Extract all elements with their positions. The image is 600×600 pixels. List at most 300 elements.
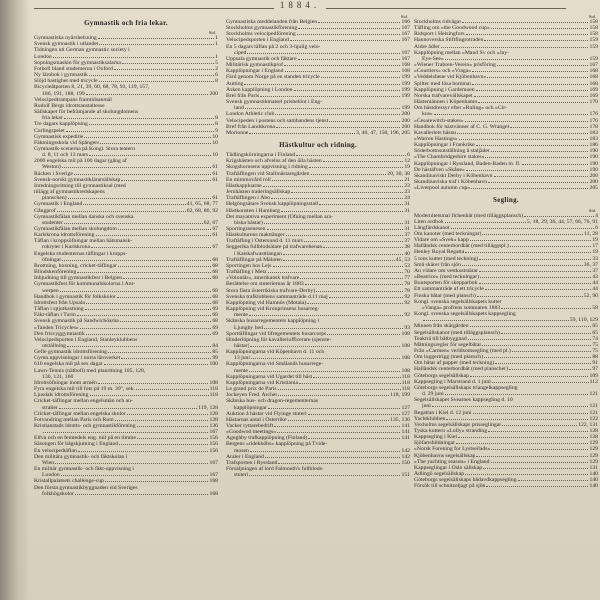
entry-page-number: 167 bbox=[401, 31, 410, 38]
dot-leader bbox=[482, 234, 583, 235]
dot-leader bbox=[323, 161, 404, 162]
dot-leader bbox=[329, 121, 400, 122]
entry-page-number: 11, 28 bbox=[583, 231, 598, 237]
entry-page-number: 205 bbox=[589, 185, 598, 192]
dot-leader bbox=[283, 254, 403, 255]
entry-page-number: 84 bbox=[212, 342, 218, 349]
entry-title: Kapplöpningar i England bbox=[226, 68, 284, 75]
entry-title: Kristallpalatsets challenge-cup bbox=[34, 478, 104, 485]
dot-leader bbox=[288, 420, 390, 421]
entry-page-number: 10 bbox=[212, 152, 218, 159]
entry-page-number: 131 bbox=[589, 464, 598, 471]
entry-page-number: 121 bbox=[589, 391, 598, 398]
entry-page-number: 178 bbox=[589, 123, 598, 130]
entry-title: folkhögskolor bbox=[42, 490, 74, 497]
entry-title: En militär gymnastik- och fäkt-uppvisning i bbox=[34, 466, 134, 473]
dot-leader bbox=[488, 431, 588, 432]
dot-leader bbox=[43, 432, 208, 433]
dot-leader bbox=[268, 272, 404, 273]
entry-title: Kapplöpningarna vid Köpenhavn d. 11 och bbox=[226, 349, 325, 356]
entry-page-number: 190 bbox=[589, 166, 598, 173]
entry-page-number: 10 bbox=[212, 139, 218, 146]
entry-page-number: 108 bbox=[401, 330, 410, 337]
entry-page-number: 61 bbox=[212, 170, 218, 177]
entry-title: Curlingspelet bbox=[34, 127, 65, 134]
entry-title: »Vanga» profrens sommaren 1883 bbox=[422, 304, 501, 311]
entry-title: Rudolf Bergs idrottsanstaltesse bbox=[34, 102, 105, 109]
entry-title: Hallåndsk centerbordbät (med tilläggspl.) bbox=[414, 243, 509, 250]
entry-title: Räcken i Sverige bbox=[34, 170, 73, 177]
dot-leader bbox=[473, 413, 589, 414]
dot-leader bbox=[485, 289, 592, 290]
entry-title: Kavalleriets hästar bbox=[414, 129, 457, 136]
entry-page-number: 199 bbox=[401, 86, 410, 93]
entry-page-number: 199 bbox=[401, 74, 410, 81]
entry-title: Svensk-norskt gymnastiklärarsällskap bbox=[34, 176, 121, 183]
entry-title: Fäktningsskola vid Spångers bbox=[34, 139, 100, 146]
dot-leader bbox=[53, 57, 214, 58]
entry-title: Wien bbox=[42, 459, 55, 466]
entry-title: stralier bbox=[42, 404, 58, 411]
entry-title: 13 juni bbox=[234, 355, 250, 362]
entry-page-number: 183 bbox=[589, 135, 598, 142]
dot-leader bbox=[471, 188, 588, 189]
entry-title: 130, 131, 160 bbox=[42, 373, 74, 380]
entry-page-number: 150 bbox=[401, 459, 410, 466]
dot-leader bbox=[308, 438, 400, 439]
dot-leader bbox=[100, 143, 211, 144]
page-column-label: Sid. bbox=[400, 14, 408, 19]
dot-leader bbox=[299, 383, 401, 384]
dot-leader bbox=[62, 167, 212, 168]
entry-title: d. 29 juni bbox=[422, 391, 444, 398]
dot-leader bbox=[483, 468, 588, 469]
entry-title: Göteborgs segelsällskaps bådavdkappsegling bbox=[414, 477, 517, 484]
dot-leader bbox=[123, 278, 211, 279]
dot-leader bbox=[512, 351, 591, 352]
entry-title: Kongl. svenska segelsällskapets kutter bbox=[414, 298, 502, 305]
entry-title: Norska trafvarevällskapet bbox=[414, 92, 473, 99]
entry-title: Brel från Paris bbox=[226, 92, 260, 99]
entry-title: Göteborgs segelsällskap bbox=[414, 372, 470, 379]
entry-page-number: 6 bbox=[595, 224, 598, 231]
entry-title: Hästemännen i Köpenhamn bbox=[414, 99, 478, 106]
entry-title: Sopningsmaskin för gymnastiksalarna bbox=[34, 59, 121, 66]
dot-leader bbox=[319, 204, 403, 205]
dot-leader bbox=[465, 474, 588, 475]
entry-title: studenter bbox=[42, 219, 63, 226]
dot-leader bbox=[245, 108, 401, 109]
entry-page-number: 78 bbox=[404, 281, 410, 288]
dot-leader bbox=[105, 481, 209, 482]
entry-page-number: 118 bbox=[209, 392, 218, 399]
dot-leader bbox=[480, 277, 591, 278]
dot-leader bbox=[114, 69, 214, 70]
entry-title: Spilter med lösa bommar bbox=[414, 80, 472, 87]
entry-page-number: 200 bbox=[589, 179, 598, 186]
entry-page-number: 99 bbox=[212, 355, 218, 362]
section-heading: Segling. bbox=[493, 196, 519, 205]
dot-leader bbox=[118, 266, 212, 267]
entry-page-number: 170 bbox=[589, 99, 598, 106]
entry-title: Bergens »ridekhöbs» kapplöpning på Tvide- bbox=[226, 441, 328, 448]
dot-leader bbox=[86, 334, 212, 335]
dot-leader bbox=[285, 71, 401, 72]
entry-page-number: 100 bbox=[209, 361, 218, 368]
dot-leader bbox=[296, 155, 406, 156]
entry-page-number: 129 bbox=[589, 446, 598, 453]
entry-title: Gymnastikfälan mellan skolungdom bbox=[34, 226, 117, 232]
entry-list bbox=[226, 19, 410, 136]
entry-title: Skånska husarregementets kapplöpning i bbox=[226, 318, 320, 325]
entry-page-number: 6 bbox=[407, 152, 410, 159]
dot-leader bbox=[495, 363, 591, 364]
entry-title: Gymnastik i England bbox=[34, 201, 83, 208]
entry-page-number: 68 bbox=[212, 275, 218, 282]
entry-title: Regattan i Kiel d. 12 juni bbox=[414, 409, 472, 416]
entry-page-number: 159 bbox=[589, 55, 598, 62]
entry-title: En 5 dagars täflan på 2 och 3-hjulig velo- bbox=[226, 43, 321, 50]
dot-leader bbox=[492, 382, 589, 383]
entry-page-number: 41, 65, 68, 77 bbox=[186, 201, 218, 208]
entry-page-number: 140 bbox=[589, 477, 598, 484]
entry-page-number: 9 bbox=[215, 127, 218, 134]
entry-page-number: 168 bbox=[401, 68, 410, 75]
entry-title: »The Chambridgeshire stakes» bbox=[414, 154, 485, 161]
entry-title: rokryter i Karlskrona bbox=[42, 244, 91, 251]
dot-leader bbox=[484, 357, 591, 358]
entry-title: Kristianstads idrotts- och gymnastikförening bbox=[34, 423, 136, 429]
dot-leader bbox=[271, 198, 403, 199]
column-left bbox=[34, 14, 218, 497]
entry-page-number: 74 bbox=[592, 335, 598, 342]
entry-title: öfningar bbox=[42, 256, 62, 263]
entry-title: Kapplöpningarna vid Smålands husarrege- bbox=[226, 361, 324, 368]
entry-title: Weston) bbox=[42, 164, 61, 171]
dot-leader bbox=[311, 174, 387, 175]
entry-title: En velocipedtäflan bbox=[34, 447, 77, 454]
dot-leader bbox=[60, 291, 212, 292]
dot-leader bbox=[250, 346, 400, 347]
entry-page-number: 128 bbox=[209, 416, 218, 423]
entry-page-number: 118, 199 bbox=[390, 392, 410, 399]
dot-leader bbox=[491, 28, 589, 29]
entry-title: Teakträ till båtbyggnad bbox=[414, 335, 467, 342]
entry-title: Vidare om »Svek» kapp bbox=[414, 237, 469, 244]
entry-title: Gymnastikfest för kommunalskolorna i Ant- bbox=[34, 281, 136, 288]
entry-title: Segelsällskanot (med tilläggsplansch) bbox=[414, 329, 500, 336]
entry-title: Ageghby trafkapplöpning (Finland) bbox=[226, 435, 308, 442]
dot-leader bbox=[62, 260, 211, 261]
entry-page-number: 159 bbox=[589, 37, 598, 44]
entry-page-number: 168 bbox=[401, 62, 410, 69]
dot-leader bbox=[250, 451, 401, 452]
entry-page-number: 156 bbox=[209, 447, 218, 454]
entry-list bbox=[226, 152, 410, 478]
dot-leader bbox=[104, 364, 209, 365]
entry-page-number: 200 bbox=[589, 172, 598, 179]
entry-page-number: 68 bbox=[212, 262, 218, 269]
dot-leader bbox=[86, 94, 209, 95]
entry-page-number: 67 bbox=[212, 226, 218, 232]
entry-page-number: 122 bbox=[589, 415, 598, 422]
entry-page-number: 168 bbox=[589, 68, 598, 75]
dot-leader bbox=[276, 127, 401, 128]
entry-title: Uppsala gymnastik och fäktare bbox=[226, 55, 297, 62]
entry-page-number: 68 bbox=[212, 287, 218, 294]
entry-title: Karlskrona idrottsförening bbox=[34, 232, 95, 239]
dot-leader bbox=[260, 96, 400, 97]
entry-page-number: 44 bbox=[592, 286, 598, 293]
dot-leader bbox=[264, 223, 403, 224]
dot-leader bbox=[488, 182, 588, 183]
entry-title: Segelsällskapet Svearnes kappsegling d. 10 bbox=[414, 397, 513, 404]
dot-leader bbox=[84, 137, 211, 138]
entry-page-number: 61 bbox=[212, 176, 218, 183]
entry-page-number: 65 bbox=[592, 329, 598, 336]
dot-leader bbox=[476, 456, 588, 457]
dot-leader bbox=[64, 223, 203, 224]
entry-title: Täflan i kroppsöfningar mellan hätsmansk- bbox=[34, 238, 133, 245]
entry-title: kus» bbox=[422, 111, 433, 118]
entry-page-number: 77 bbox=[404, 275, 410, 282]
entry-page-number: 68 bbox=[212, 269, 218, 276]
entry-page-number: 199 bbox=[401, 80, 410, 87]
entry-page-number: 59, 110, 129 bbox=[569, 317, 598, 324]
dot-leader bbox=[272, 180, 403, 181]
dot-leader bbox=[249, 475, 400, 476]
entry-page-number: 190 bbox=[589, 148, 598, 155]
entry-title: Sportingen hos Lejs bbox=[226, 262, 272, 269]
entry-title: »The yachting season» i England bbox=[414, 458, 490, 465]
entry-page-number: 127 bbox=[401, 404, 410, 411]
entry-title: Velocipedtrampans framtidsanmäl bbox=[34, 96, 112, 103]
entry-page-number: 200 bbox=[209, 90, 218, 97]
dot-leader bbox=[321, 77, 401, 78]
entry-page-number: 167 bbox=[401, 25, 410, 32]
dot-leader bbox=[446, 419, 588, 420]
entry-title: Vexholms segelsällskaps prisseglingar bbox=[414, 421, 502, 428]
dot-leader bbox=[115, 420, 209, 421]
entry-title: i Kaiskafwasttiangan bbox=[234, 250, 282, 257]
entry-title: Handbok i gymnastik för folkskolor bbox=[34, 293, 116, 300]
entry-title: Modernitetsmal Ilchenbät (med tilläggsplansch) bbox=[414, 212, 524, 219]
entry-page-number: 67 bbox=[212, 244, 218, 251]
entry-title: juni bbox=[422, 403, 431, 410]
entry-title: tillägg af gymnastikredskapens bbox=[34, 189, 105, 196]
dot-leader bbox=[55, 463, 208, 464]
entry-title: »Beatrice» (med teckningar) bbox=[414, 274, 480, 281]
entry-title: Hästkappluarne bbox=[226, 182, 262, 189]
entry-list bbox=[414, 19, 598, 191]
entry-title: Det mayamiva experiment (Öfning mellan ara- bbox=[226, 213, 333, 220]
entry-title: Fotboll bland studenterna i Oxford bbox=[34, 65, 113, 72]
entry-title: Stockholms ridvägar bbox=[414, 19, 462, 25]
entry-title: Åsken kapplöpning i London bbox=[226, 86, 293, 93]
entry-title: Kjöbenhavns segelsällskap bbox=[414, 452, 476, 459]
dot-leader bbox=[465, 252, 591, 253]
entry-page-number: 167 bbox=[209, 472, 218, 479]
entry-page-number: 88 bbox=[592, 354, 598, 361]
dot-leader bbox=[265, 457, 401, 458]
entry-title: Täfling om »the Goodwood cup» bbox=[414, 25, 490, 32]
entry-title: Tidningen uti German gymnastic society i bbox=[34, 47, 130, 54]
entry-page-number: 23 bbox=[404, 182, 410, 189]
entry-title: Om hästdressyr efter »Ruling» och »Cir- bbox=[414, 105, 507, 112]
entry-page-number: 142 bbox=[401, 447, 410, 454]
entry-page-number: 176 bbox=[589, 117, 598, 124]
entry-title: kapplöpningar bbox=[234, 404, 267, 411]
entry-title: Kapplöpningar i Frankrike bbox=[414, 142, 475, 149]
entry-title: Hinderlöpning för kavalleriofficerare (sjenste- bbox=[226, 336, 332, 343]
dot-leader bbox=[98, 383, 209, 384]
entry-page-number: 118 bbox=[401, 379, 410, 386]
dot-leader bbox=[462, 22, 588, 23]
entry-title: mente bbox=[234, 367, 248, 374]
entry-page-number: 141 bbox=[401, 423, 410, 429]
entry-title: Militärisk gymnastikprof bbox=[226, 62, 284, 69]
dot-leader bbox=[59, 408, 198, 409]
entry-title: Seggerika fullblodsätare på trafwarehenan bbox=[226, 244, 323, 251]
dot-leader bbox=[486, 486, 588, 487]
dot-leader bbox=[91, 247, 211, 248]
dot-leader bbox=[478, 102, 588, 103]
entry-page-number: 109 bbox=[589, 372, 598, 379]
entry-title: mosen bbox=[234, 447, 249, 454]
dot-leader bbox=[267, 229, 404, 230]
entry-title: Försök till schnitzeljagt på sjön bbox=[414, 483, 486, 490]
entry-title: Kapplöpning vid Hamnös (Motala) bbox=[226, 299, 307, 306]
entry-title: Gångprof bbox=[34, 207, 56, 214]
entry-title: Sportingssenesen bbox=[226, 226, 266, 232]
entry-page-number: 38 bbox=[404, 244, 410, 251]
dot-leader bbox=[283, 260, 395, 261]
entry-page-number: 128 bbox=[589, 434, 598, 441]
entry-page-number: 168 bbox=[589, 80, 598, 87]
entry-page-number: 43 bbox=[592, 274, 598, 281]
entry-list bbox=[414, 213, 598, 490]
dot-leader bbox=[479, 283, 592, 284]
entry-page-number: 19 bbox=[592, 249, 598, 256]
entry-title: Ny lärobok i gymnastik bbox=[34, 72, 88, 79]
entry-title: Trafsporten i Ryssland bbox=[226, 459, 278, 466]
entry-title: 186, 191, 188, 199 bbox=[42, 90, 85, 97]
entry-page-number: 37 bbox=[404, 238, 410, 245]
entry-page-number: 68 bbox=[212, 293, 218, 300]
entry-title: Gymnastisk expeditie bbox=[34, 133, 84, 140]
entry-title: Berättelse om stuteriernas år 1883 bbox=[226, 281, 304, 288]
entry-title: Auktion å hästar vid Flyinge stuteri bbox=[226, 410, 307, 417]
dot-leader bbox=[121, 180, 211, 181]
entry-title: Söderbottnsutställning å staljäder bbox=[414, 148, 490, 155]
entry-page-number: 44 bbox=[592, 280, 598, 287]
dot-leader bbox=[244, 84, 400, 85]
entry-page-number: 186 bbox=[589, 142, 598, 149]
dot-leader bbox=[510, 127, 588, 128]
dot-leader bbox=[477, 296, 583, 297]
dot-leader bbox=[445, 59, 589, 60]
dot-leader bbox=[251, 358, 401, 359]
entry-title: Skånska hus- och dragon-regementernas bbox=[226, 398, 319, 405]
dot-leader bbox=[309, 167, 404, 168]
entry-title: Traftäfling i Metz bbox=[226, 269, 267, 276]
dot-leader bbox=[518, 480, 589, 481]
entry-page-number: 118 bbox=[209, 386, 218, 393]
entry-title: Gymn.uppvisningar i norra läroverket bbox=[34, 355, 121, 362]
entry-page-number: 31 bbox=[404, 219, 410, 226]
entry-page-number: 91 bbox=[592, 360, 598, 367]
entry-page-number: 167 bbox=[401, 37, 410, 44]
entry-title: En mimmovård roll bbox=[226, 176, 271, 183]
entry-page-number: 31 bbox=[404, 201, 410, 208]
index-entry bbox=[414, 185, 598, 191]
entry-page-number: 141 bbox=[401, 429, 410, 436]
entry-title: Hästkonsten i Hamburg bbox=[226, 207, 280, 214]
entry-page-number: 69 bbox=[212, 306, 218, 313]
dot-leader bbox=[318, 22, 400, 23]
dot-leader bbox=[68, 198, 212, 199]
entry-page-number: 135, 136 bbox=[390, 416, 410, 423]
dot-leader bbox=[451, 228, 594, 229]
entry-page-number: 61 bbox=[212, 232, 218, 239]
dot-leader bbox=[470, 240, 592, 241]
dot-leader bbox=[327, 334, 400, 335]
entry-title: Den militära gymnastik- och fäktskolan i bbox=[34, 453, 128, 460]
dot-leader bbox=[316, 291, 403, 292]
entry-page-number: 93 bbox=[404, 324, 410, 331]
entry-page-number: 176 bbox=[589, 111, 598, 118]
entry-page-number: 1 bbox=[215, 35, 218, 42]
entry-page-number: 19 bbox=[592, 237, 598, 244]
dot-leader bbox=[484, 40, 588, 41]
dot-leader bbox=[290, 40, 401, 41]
section-heading: Gymnastik och fria lekar. bbox=[84, 19, 168, 27]
dot-leader bbox=[298, 59, 401, 60]
dot-leader bbox=[466, 170, 589, 171]
entry-title: Ridsport i Helsingfors bbox=[414, 31, 465, 38]
dot-leader bbox=[494, 176, 589, 177]
entry-title: planschen) bbox=[42, 195, 67, 202]
dot-leader bbox=[459, 139, 589, 140]
entry-title: Ådlingö segelsällskap bbox=[414, 471, 465, 478]
entry-title: »Courtiers» och »Vraga» bbox=[414, 68, 472, 75]
entry-page-number: 19 bbox=[404, 164, 410, 171]
entry-page-number: 156 bbox=[209, 435, 218, 442]
entry-page-number: 168 bbox=[209, 490, 218, 497]
entry-title: Kapplöpning i Gardemoen bbox=[414, 86, 475, 93]
entry-title: Handbok för hästvänner af C. G. Wrangel bbox=[414, 123, 510, 130]
entry-title: Velocipedsporten i England bbox=[226, 37, 289, 44]
dot-leader bbox=[509, 369, 591, 370]
entry-page-number: 122, 131 bbox=[578, 421, 598, 428]
entry-title: Henley Royal Regatta bbox=[414, 249, 465, 256]
entry-title: »Veddelshene vid Kjöbenhavn» bbox=[414, 74, 487, 81]
entry-title: mente bbox=[234, 312, 248, 319]
dot-leader bbox=[77, 272, 211, 273]
dot-leader bbox=[286, 235, 404, 236]
entry-page-number: 199 bbox=[401, 105, 410, 112]
entry-page-number: 69 bbox=[212, 324, 218, 331]
entry-page-number: 159 bbox=[589, 43, 598, 50]
dot-leader bbox=[423, 320, 569, 321]
entry-title: d. 8, 11 och 13 mars bbox=[42, 152, 89, 159]
dot-leader bbox=[479, 259, 591, 260]
dot-leader bbox=[117, 297, 211, 298]
dot-leader bbox=[85, 309, 212, 310]
entry-page-number: 6 bbox=[215, 72, 218, 79]
entry-page-number: 1 bbox=[215, 53, 218, 60]
entry-title: Kongl. svenska segelsällskapets kappsegling bbox=[414, 311, 516, 318]
